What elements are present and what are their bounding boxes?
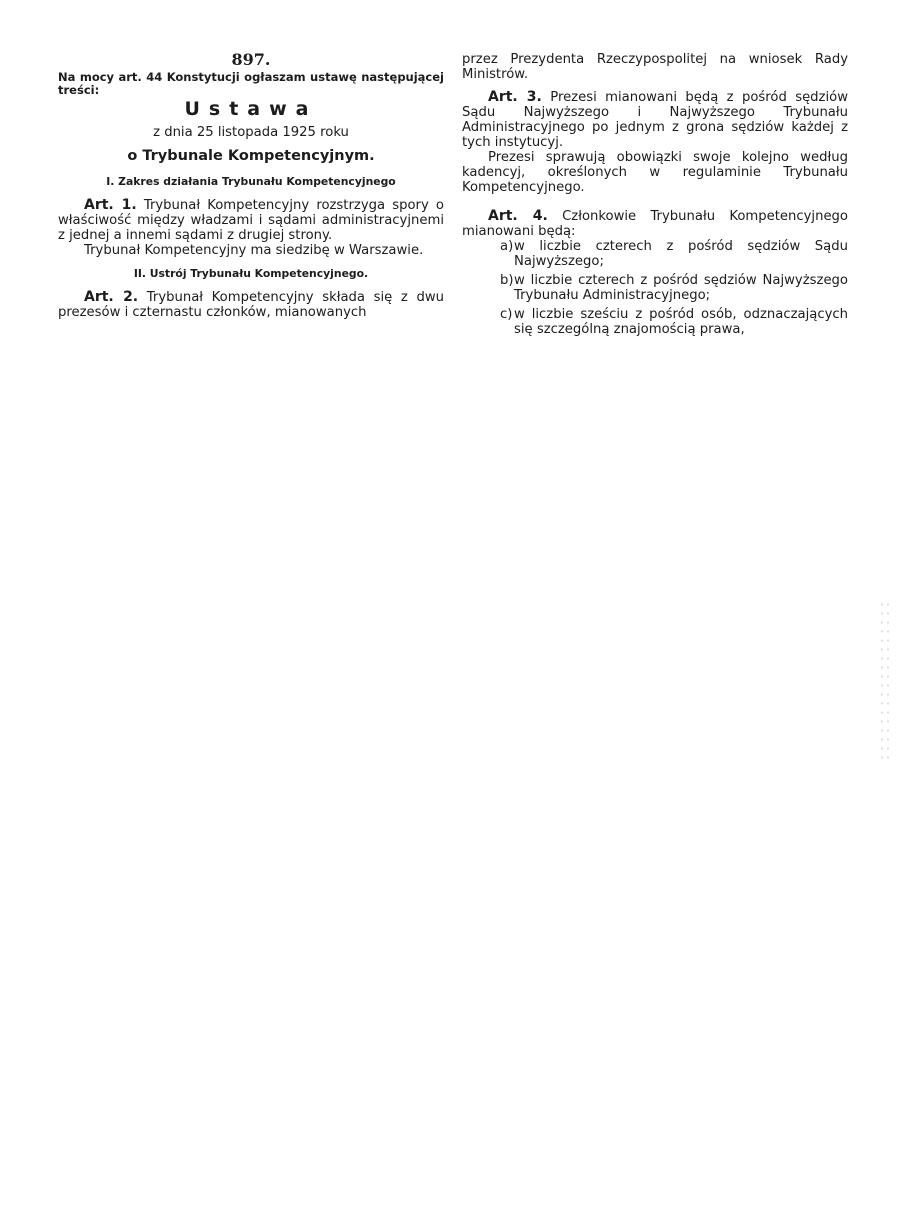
- list-item-text: w liczbie sześciu z pośród osób, odznaczających się szczególną znajomością prawa,: [514, 307, 848, 337]
- article-3-paragraph-2: Prezesi sprawują obowiązki swoje kolejno według kadencyj, określonych w regulaminie Trybunału Kompetencyjnego.: [462, 150, 848, 195]
- article-3: [462, 90, 848, 150]
- article-4: [462, 209, 848, 239]
- article-3-label: Art. 3.: [488, 89, 542, 105]
- list-item-marker: b): [500, 273, 514, 288]
- article-2: [58, 290, 444, 320]
- article-1: [58, 198, 444, 243]
- article-2-continuation: przez Prezydenta Rzeczypospolitej na wniosek Rady Ministrów.: [462, 52, 848, 82]
- article-3-text: Prezesi mianowani będą z pośród sędziów Sądu Najwyższego i Najwyższego Trybunału Administracyjnego po jednym z grona sędziów każdej z tych instytucyj.: [462, 90, 848, 150]
- article-4-list: [462, 239, 848, 337]
- act-subject: o Trybunale Kompetencyjnym.: [127, 148, 375, 164]
- list-item-marker: a): [500, 239, 514, 254]
- act-date: z dnia 25 listopada 1925 roku: [153, 125, 349, 140]
- article-4-label: Art. 4.: [488, 208, 548, 224]
- article-1-label: Art. 1.: [84, 197, 137, 213]
- article-2-text: Trybunał Kompetencyjny składa się z dwu prezesów i czternastu członków, mianowanych: [58, 290, 444, 320]
- section-heading-1: I. Zakres działania Trybunału Kompetencyjnego: [106, 175, 396, 188]
- scan-noise: [879, 600, 891, 760]
- list-item: [462, 239, 848, 269]
- article-4-text: Członkowie Trybunału Kompetencyjnego mianowani będą:: [462, 209, 848, 239]
- list-item: [462, 307, 848, 337]
- list-item-marker: c): [500, 307, 513, 322]
- list-item: [462, 273, 848, 303]
- document-title: Ustawa: [184, 98, 318, 120]
- list-item-text: w liczbie czterech z pośród sędziów Sądu Najwyższego;: [514, 239, 848, 269]
- promulgation-formula: Na mocy art. 44 Konstytucji ogłaszam ustawę następującej treści:: [58, 70, 444, 97]
- article-1-text: Trybunał Kompetencyjny rozstrzyga spory o właściwość między władzami i sądami administracyjnemi z jednej a innemi sądami z drugiej strony.: [58, 198, 444, 243]
- section-heading-2: II. Ustrój Trybunału Kompetencyjnego.: [133, 267, 369, 280]
- act-number: 897.: [231, 50, 271, 69]
- right-column: [462, 52, 848, 341]
- left-column: [58, 52, 444, 320]
- list-item-text: w liczbie czterech z pośród sędziów Najwyższego Trybunału Administracyjnego;: [514, 273, 848, 303]
- article-1-paragraph-2: Trybunał Kompetencyjny ma siedzibę w Warszawie.: [84, 243, 424, 258]
- article-2-label: Art. 2.: [84, 289, 139, 305]
